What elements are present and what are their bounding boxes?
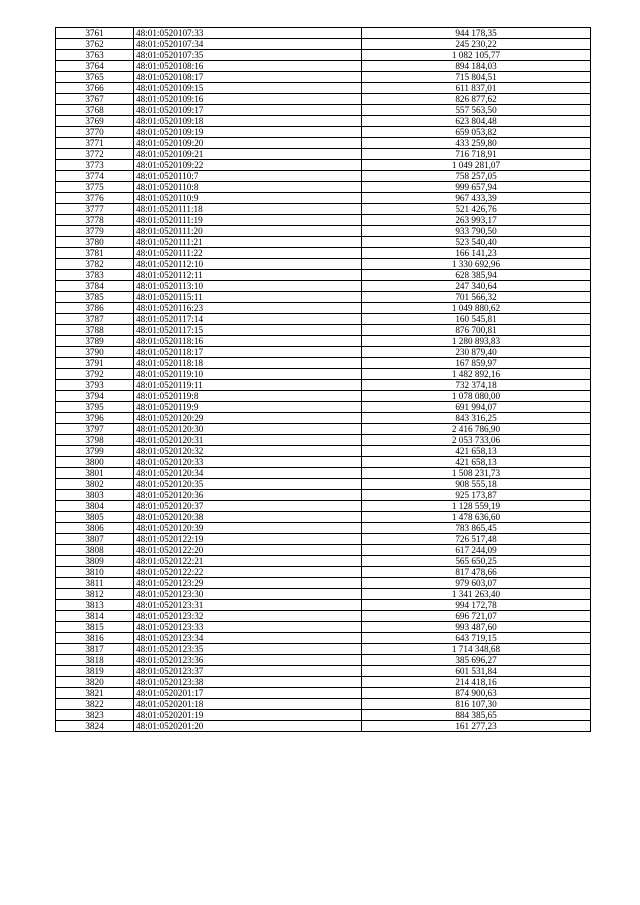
table-row xyxy=(56,600,591,611)
row-number: 3773 xyxy=(56,160,134,171)
cadastral-value: 874 900,63 xyxy=(362,688,591,699)
table-row xyxy=(56,72,591,83)
cadastral-number: 48:01:0520123:32 xyxy=(134,611,362,622)
cadastral-value: 263 993,17 xyxy=(362,215,591,226)
cadastral-value: 1 341 263,40 xyxy=(362,589,591,600)
cadastral-value: 166 141,23 xyxy=(362,248,591,259)
table-row xyxy=(56,710,591,721)
row-number: 3790 xyxy=(56,347,134,358)
table-row xyxy=(56,633,591,644)
table-row xyxy=(56,303,591,314)
row-number: 3818 xyxy=(56,655,134,666)
row-number: 3769 xyxy=(56,116,134,127)
row-number: 3796 xyxy=(56,413,134,424)
cadastral-value: 611 837,01 xyxy=(362,83,591,94)
table-row xyxy=(56,501,591,512)
cadastral-value: 1 082 105,77 xyxy=(362,50,591,61)
table-row xyxy=(56,61,591,72)
table-row xyxy=(56,699,591,710)
table-row xyxy=(56,380,591,391)
row-number: 3770 xyxy=(56,127,134,138)
cadastral-value: 421 658,13 xyxy=(362,457,591,468)
cadastral-value: 601 531,84 xyxy=(362,666,591,677)
cadastral-value: 617 244,09 xyxy=(362,545,591,556)
row-number: 3811 xyxy=(56,578,134,589)
row-number: 3776 xyxy=(56,193,134,204)
cadastral-number: 48:01:0520109:18 xyxy=(134,116,362,127)
cadastral-value: 817 478,66 xyxy=(362,567,591,578)
cadastral-value: 161 277,23 xyxy=(362,721,591,732)
cadastral-number: 48:01:0520113:10 xyxy=(134,281,362,292)
cadastral-number: 48:01:0520115:11 xyxy=(134,292,362,303)
cadastral-value: 696 721,07 xyxy=(362,611,591,622)
table-row xyxy=(56,644,591,655)
table-row xyxy=(56,523,591,534)
cadastral-number: 48:01:0520120:39 xyxy=(134,523,362,534)
row-number: 3802 xyxy=(56,479,134,490)
cadastral-number: 48:01:0520120:38 xyxy=(134,512,362,523)
row-number: 3809 xyxy=(56,556,134,567)
row-number: 3813 xyxy=(56,600,134,611)
table-row xyxy=(56,248,591,259)
table-row xyxy=(56,325,591,336)
cadastral-value: 783 865,45 xyxy=(362,523,591,534)
row-number: 3822 xyxy=(56,699,134,710)
cadastral-value: 1 478 636,60 xyxy=(362,512,591,523)
cadastral-number: 48:01:0520123:34 xyxy=(134,633,362,644)
cadastral-number: 48:01:0520109:21 xyxy=(134,149,362,160)
row-number: 3800 xyxy=(56,457,134,468)
table-row xyxy=(56,237,591,248)
table-row xyxy=(56,721,591,732)
cadastral-number: 48:01:0520109:19 xyxy=(134,127,362,138)
row-number: 3788 xyxy=(56,325,134,336)
row-number: 3778 xyxy=(56,215,134,226)
cadastral-number: 48:01:0520107:35 xyxy=(134,50,362,61)
row-number: 3782 xyxy=(56,259,134,270)
cadastral-number: 48:01:0520109:15 xyxy=(134,83,362,94)
cadastral-number: 48:01:0520120:37 xyxy=(134,501,362,512)
row-number: 3812 xyxy=(56,589,134,600)
table-row xyxy=(56,556,591,567)
cadastral-value: 994 172,78 xyxy=(362,600,591,611)
cadastral-number: 48:01:0520110:9 xyxy=(134,193,362,204)
cadastral-number: 48:01:0520110:7 xyxy=(134,171,362,182)
cadastral-value: 1 078 080,00 xyxy=(362,391,591,402)
table-body xyxy=(56,28,591,732)
cadastral-value: 944 178,35 xyxy=(362,28,591,39)
cadastral-number: 48:01:0520123:38 xyxy=(134,677,362,688)
row-number: 3789 xyxy=(56,336,134,347)
row-number: 3779 xyxy=(56,226,134,237)
cadastral-value: 1 049 880,62 xyxy=(362,303,591,314)
cadastral-value: 421 658,13 xyxy=(362,446,591,457)
cadastral-number: 48:01:0520201:17 xyxy=(134,688,362,699)
row-number: 3805 xyxy=(56,512,134,523)
cadastral-value: 758 257,05 xyxy=(362,171,591,182)
cadastral-number: 48:01:0520117:14 xyxy=(134,314,362,325)
table-row xyxy=(56,424,591,435)
cadastral-value: 1 128 559,19 xyxy=(362,501,591,512)
cadastral-number: 48:01:0520110:8 xyxy=(134,182,362,193)
cadastral-number: 48:01:0520201:18 xyxy=(134,699,362,710)
cadastral-number: 48:01:0520122:21 xyxy=(134,556,362,567)
cadastral-number: 48:01:0520122:19 xyxy=(134,534,362,545)
table-row xyxy=(56,446,591,457)
row-number: 3792 xyxy=(56,369,134,380)
table-row xyxy=(56,391,591,402)
row-number: 3783 xyxy=(56,270,134,281)
row-number: 3820 xyxy=(56,677,134,688)
row-number: 3798 xyxy=(56,435,134,446)
cadastral-number: 48:01:0520116:23 xyxy=(134,303,362,314)
cadastral-value: 726 517,48 xyxy=(362,534,591,545)
table-row xyxy=(56,578,591,589)
cadastral-value: 715 804,51 xyxy=(362,72,591,83)
cadastral-number: 48:01:0520119:9 xyxy=(134,402,362,413)
cadastral-number: 48:01:0520108:17 xyxy=(134,72,362,83)
cadastral-value: 816 107,30 xyxy=(362,699,591,710)
table-row xyxy=(56,358,591,369)
table-row xyxy=(56,259,591,270)
table-row xyxy=(56,347,591,358)
cadastral-value: 979 603,07 xyxy=(362,578,591,589)
cadastral-value: 843 316,25 xyxy=(362,413,591,424)
cadastral-value: 160 545,81 xyxy=(362,314,591,325)
cadastral-value: 521 426,76 xyxy=(362,204,591,215)
cadastral-value: 1 508 231,73 xyxy=(362,468,591,479)
cadastral-value: 433 259,80 xyxy=(362,138,591,149)
table-row xyxy=(56,512,591,523)
cadastral-number: 48:01:0520119:11 xyxy=(134,380,362,391)
row-number: 3774 xyxy=(56,171,134,182)
table-row xyxy=(56,468,591,479)
row-number: 3823 xyxy=(56,710,134,721)
cadastral-value-table xyxy=(55,27,591,732)
table-row xyxy=(56,215,591,226)
cadastral-number: 48:01:0520107:33 xyxy=(134,28,362,39)
cadastral-number: 48:01:0520111:20 xyxy=(134,226,362,237)
cadastral-number: 48:01:0520201:19 xyxy=(134,710,362,721)
row-number: 3785 xyxy=(56,292,134,303)
row-number: 3803 xyxy=(56,490,134,501)
row-number: 3816 xyxy=(56,633,134,644)
cadastral-number: 48:01:0520109:22 xyxy=(134,160,362,171)
table-row xyxy=(56,160,591,171)
cadastral-value: 1 330 692,96 xyxy=(362,259,591,270)
row-number: 3815 xyxy=(56,622,134,633)
cadastral-number: 48:01:0520120:31 xyxy=(134,435,362,446)
cadastral-value: 247 340,64 xyxy=(362,281,591,292)
row-number: 3784 xyxy=(56,281,134,292)
cadastral-number: 48:01:0520111:19 xyxy=(134,215,362,226)
row-number: 3781 xyxy=(56,248,134,259)
cadastral-value: 385 696,27 xyxy=(362,655,591,666)
row-number: 3804 xyxy=(56,501,134,512)
cadastral-number: 48:01:0520120:35 xyxy=(134,479,362,490)
table-row xyxy=(56,281,591,292)
row-number: 3794 xyxy=(56,391,134,402)
row-number: 3765 xyxy=(56,72,134,83)
cadastral-value: 1 049 281,07 xyxy=(362,160,591,171)
table-row xyxy=(56,50,591,61)
cadastral-value: 993 487,60 xyxy=(362,622,591,633)
row-number: 3772 xyxy=(56,149,134,160)
row-number: 3806 xyxy=(56,523,134,534)
cadastral-value: 523 540,40 xyxy=(362,237,591,248)
cadastral-value: 826 877,62 xyxy=(362,94,591,105)
cadastral-number: 48:01:0520120:34 xyxy=(134,468,362,479)
cadastral-number: 48:01:0520123:30 xyxy=(134,589,362,600)
cadastral-value: 659 053,82 xyxy=(362,127,591,138)
cadastral-value: 908 555,18 xyxy=(362,479,591,490)
row-number: 3762 xyxy=(56,39,134,50)
row-number: 3771 xyxy=(56,138,134,149)
cadastral-number: 48:01:0520201:20 xyxy=(134,721,362,732)
table-row xyxy=(56,138,591,149)
cadastral-value: 557 563,50 xyxy=(362,105,591,116)
cadastral-number: 48:01:0520123:35 xyxy=(134,644,362,655)
cadastral-value: 2 053 733,06 xyxy=(362,435,591,446)
cadastral-value: 967 433,39 xyxy=(362,193,591,204)
row-number: 3797 xyxy=(56,424,134,435)
table-row xyxy=(56,28,591,39)
row-number: 3787 xyxy=(56,314,134,325)
table-row xyxy=(56,666,591,677)
cadastral-number: 48:01:0520111:22 xyxy=(134,248,362,259)
cadastral-value: 925 173,87 xyxy=(362,490,591,501)
table-row xyxy=(56,435,591,446)
table-row xyxy=(56,545,591,556)
table-row xyxy=(56,336,591,347)
cadastral-value: 1 482 892,16 xyxy=(362,369,591,380)
row-number: 3777 xyxy=(56,204,134,215)
cadastral-value: 245 230,22 xyxy=(362,39,591,50)
cadastral-number: 48:01:0520108:16 xyxy=(134,61,362,72)
table-row xyxy=(56,688,591,699)
cadastral-number: 48:01:0520112:11 xyxy=(134,270,362,281)
table-row xyxy=(56,204,591,215)
cadastral-number: 48:01:0520122:20 xyxy=(134,545,362,556)
table-row xyxy=(56,182,591,193)
table-row xyxy=(56,457,591,468)
row-number: 3764 xyxy=(56,61,134,72)
cadastral-value: 999 657,94 xyxy=(362,182,591,193)
table-row xyxy=(56,116,591,127)
cadastral-value: 691 994,07 xyxy=(362,402,591,413)
cadastral-number: 48:01:0520118:16 xyxy=(134,336,362,347)
table-row xyxy=(56,479,591,490)
row-number: 3780 xyxy=(56,237,134,248)
table-row xyxy=(56,534,591,545)
cadastral-value: 628 385,94 xyxy=(362,270,591,281)
cadastral-number: 48:01:0520120:32 xyxy=(134,446,362,457)
row-number: 3824 xyxy=(56,721,134,732)
row-number: 3766 xyxy=(56,83,134,94)
row-number: 3808 xyxy=(56,545,134,556)
row-number: 3767 xyxy=(56,94,134,105)
cadastral-value: 623 804,48 xyxy=(362,116,591,127)
cadastral-value: 565 650,25 xyxy=(362,556,591,567)
row-number: 3807 xyxy=(56,534,134,545)
cadastral-number: 48:01:0520123:36 xyxy=(134,655,362,666)
cadastral-number: 48:01:0520112:10 xyxy=(134,259,362,270)
cadastral-number: 48:01:0520123:29 xyxy=(134,578,362,589)
cadastral-value: 884 385,65 xyxy=(362,710,591,721)
cadastral-value: 716 718,91 xyxy=(362,149,591,160)
row-number: 3795 xyxy=(56,402,134,413)
table-row xyxy=(56,589,591,600)
table-row xyxy=(56,193,591,204)
cadastral-number: 48:01:0520118:18 xyxy=(134,358,362,369)
cadastral-number: 48:01:0520109:16 xyxy=(134,94,362,105)
table-row xyxy=(56,292,591,303)
table-row xyxy=(56,105,591,116)
cadastral-number: 48:01:0520118:17 xyxy=(134,347,362,358)
cadastral-number: 48:01:0520107:34 xyxy=(134,39,362,50)
cadastral-value: 732 374,18 xyxy=(362,380,591,391)
table-row xyxy=(56,611,591,622)
row-number: 3786 xyxy=(56,303,134,314)
row-number: 3817 xyxy=(56,644,134,655)
cadastral-value: 214 418,16 xyxy=(362,677,591,688)
table-row xyxy=(56,83,591,94)
table-row xyxy=(56,226,591,237)
cadastral-number: 48:01:0520111:21 xyxy=(134,237,362,248)
table-row xyxy=(56,149,591,160)
cadastral-number: 48:01:0520109:20 xyxy=(134,138,362,149)
table-row xyxy=(56,171,591,182)
row-number: 3810 xyxy=(56,567,134,578)
cadastral-number: 48:01:0520120:33 xyxy=(134,457,362,468)
cadastral-value: 2 416 786,90 xyxy=(362,424,591,435)
row-number: 3768 xyxy=(56,105,134,116)
table-row xyxy=(56,490,591,501)
cadastral-value: 230 879,40 xyxy=(362,347,591,358)
cadastral-number: 48:01:0520109:17 xyxy=(134,105,362,116)
cadastral-number: 48:01:0520119:10 xyxy=(134,369,362,380)
cadastral-value: 643 719,15 xyxy=(362,633,591,644)
row-number: 3799 xyxy=(56,446,134,457)
cadastral-number: 48:01:0520123:33 xyxy=(134,622,362,633)
row-number: 3791 xyxy=(56,358,134,369)
cadastral-number: 48:01:0520122:22 xyxy=(134,567,362,578)
row-number: 3763 xyxy=(56,50,134,61)
row-number: 3801 xyxy=(56,468,134,479)
cadastral-number: 48:01:0520119:8 xyxy=(134,391,362,402)
table-row xyxy=(56,655,591,666)
table-row xyxy=(56,677,591,688)
cadastral-number: 48:01:0520111:18 xyxy=(134,204,362,215)
table-row xyxy=(56,127,591,138)
table-row xyxy=(56,413,591,424)
table-row xyxy=(56,270,591,281)
cadastral-value: 167 859,97 xyxy=(362,358,591,369)
cadastral-number: 48:01:0520117:15 xyxy=(134,325,362,336)
row-number: 3761 xyxy=(56,28,134,39)
table-row xyxy=(56,402,591,413)
table-row xyxy=(56,567,591,578)
cadastral-value: 1 280 893,83 xyxy=(362,336,591,347)
cadastral-value: 1 714 348,68 xyxy=(362,644,591,655)
cadastral-number: 48:01:0520123:31 xyxy=(134,600,362,611)
cadastral-number: 48:01:0520123:37 xyxy=(134,666,362,677)
table-row xyxy=(56,314,591,325)
cadastral-value: 701 566,32 xyxy=(362,292,591,303)
cadastral-value: 876 700,81 xyxy=(362,325,591,336)
table-row xyxy=(56,369,591,380)
table-row xyxy=(56,94,591,105)
table-row xyxy=(56,622,591,633)
cadastral-number: 48:01:0520120:36 xyxy=(134,490,362,501)
row-number: 3814 xyxy=(56,611,134,622)
row-number: 3793 xyxy=(56,380,134,391)
cadastral-value: 894 184,03 xyxy=(362,61,591,72)
cadastral-number: 48:01:0520120:30 xyxy=(134,424,362,435)
table-row xyxy=(56,39,591,50)
row-number: 3819 xyxy=(56,666,134,677)
row-number: 3775 xyxy=(56,182,134,193)
row-number: 3821 xyxy=(56,688,134,699)
cadastral-number: 48:01:0520120:29 xyxy=(134,413,362,424)
cadastral-value: 933 790,50 xyxy=(362,226,591,237)
